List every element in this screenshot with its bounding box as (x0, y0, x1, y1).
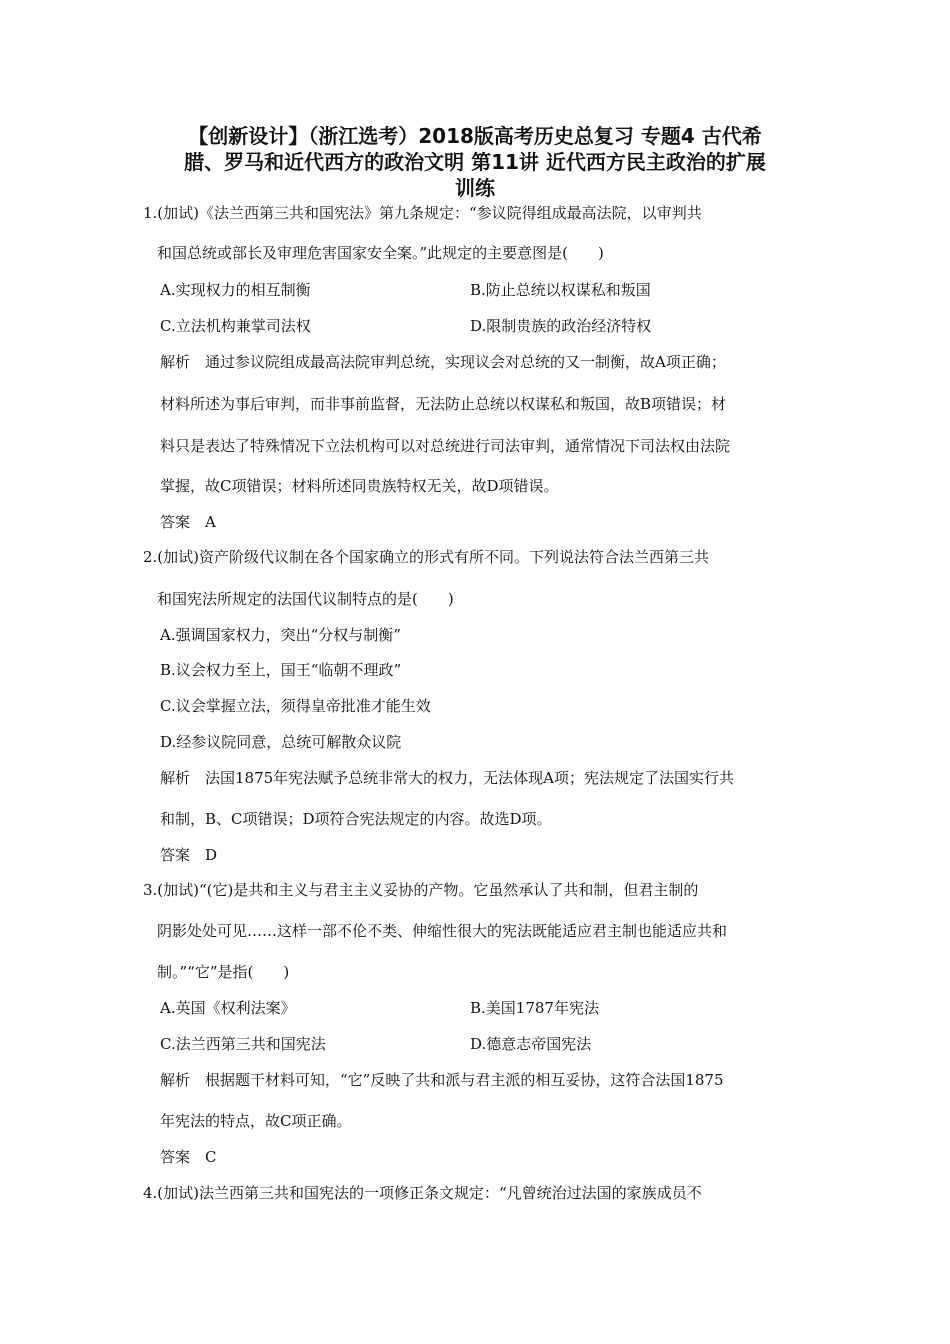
question-1-option-d: D.限制贵族的政治经济特权 (470, 317, 652, 335)
question-1-stem-line-1: 1.(加试)《法兰西第三共和国宪法》第九条规定：“参议院得组成最高法院，以审判共 (143, 204, 702, 222)
question-3-answer: 答案 C (160, 1148, 217, 1166)
question-2-stem-line-1: 2.(加试)资产阶级代议制在各个国家确立的形式有所不同。下列说法符合法兰西第三共 (143, 548, 710, 566)
question-1-analysis-line-2: 材料所述为事后审判，而非事前监督，无法防止总统以权谋私和叛国，故B项错误；材 (160, 395, 727, 413)
question-2-option-b: B.议会权力至上，国王“临朝不理政” (160, 661, 402, 679)
question-1-option-a: A.实现权力的相互制衡 (160, 281, 311, 299)
question-1-analysis-line-3: 料只是表达了特殊情况下立法机构可以对总统进行司法审判，通常情况下司法权由法院 (160, 437, 731, 455)
question-1-option-b: B.防止总统以权谋私和叛国 (470, 281, 651, 299)
document-title (110, 123, 840, 201)
question-1-option-c: C.立法机构兼掌司法权 (160, 317, 311, 335)
question-3-stem-line-1: 3.(加试)“(它)是共和主义与君主主义妥协的产物。它虽然承认了共和制，但君主制的 (143, 881, 699, 899)
question-3-option-a: A.英国《权利法案》 (160, 999, 296, 1017)
question-3-stem-line-3: 制。”“它”是指( ) (157, 963, 290, 981)
question-3-stem-line-2: 阴影处处可见……这样一部不伦不类、伸缩性很大的宪法既能适应君主制也能适应共和 (157, 922, 728, 940)
question-2-answer: 答案 D (160, 846, 218, 864)
question-1-stem-line-2: 和国总统或部长及审理危害国家安全案。”此规定的主要意图是( ) (157, 244, 604, 262)
question-3-option-d: D.德意志帝国宪法 (470, 1035, 592, 1053)
question-1-analysis-line-4: 掌握，故C项错误；材料所述同贵族特权无关，故D项错误。 (160, 477, 559, 495)
question-2-option-d: D.经参议院同意，总统可解散众议院 (160, 733, 402, 751)
question-2-stem-line-2: 和国宪法所规定的法国代议制特点的是( ) (157, 590, 454, 608)
question-3-option-b: B.美国1787年宪法 (470, 999, 599, 1017)
question-3-analysis-line-2: 年宪法的特点，故C项正确。 (160, 1112, 352, 1130)
question-1-analysis-line-1: 解析 通过参议院组成最高法院审判总统，实现议会对总统的又一制衡，故A项正确； (160, 353, 726, 371)
question-3-option-c: C.法兰西第三共和国宪法 (160, 1035, 326, 1053)
question-2-analysis-line-2: 和制，B、C项错误；D项符合宪法规定的内容。故选D项。 (160, 810, 552, 828)
question-4-stem-line-1: 4.(加试)法兰西第三共和国宪法的一项修正条文规定：“凡曾统治过法国的家族成员不 (143, 1184, 702, 1202)
question-2-option-c: C.议会掌握立法，须得皇帝批准才能生效 (160, 697, 431, 715)
question-3-analysis-line-1: 解析 根据题干材料可知，“它”反映了共和派与君主派的相互妥协，这符合法国1875 (160, 1071, 724, 1089)
question-1-answer: 答案 A (160, 513, 216, 531)
title-line: 【创新设计】（浙江选考）2018版高考历史总复习 专题4 古代希 (188, 124, 762, 148)
question-2-option-a: A.强调国家权力，突出“分权与制衡” (160, 626, 401, 644)
title-line: 训练 (455, 176, 495, 200)
title-line: 腊、罗马和近代西方的政治文明 第11讲 近代西方民主政治的扩展 (184, 150, 766, 174)
question-2-analysis-line-1: 解析 法国1875年宪法赋予总统非常大的权力，无法体现A项；宪法规定了法国实行共 (160, 769, 735, 787)
